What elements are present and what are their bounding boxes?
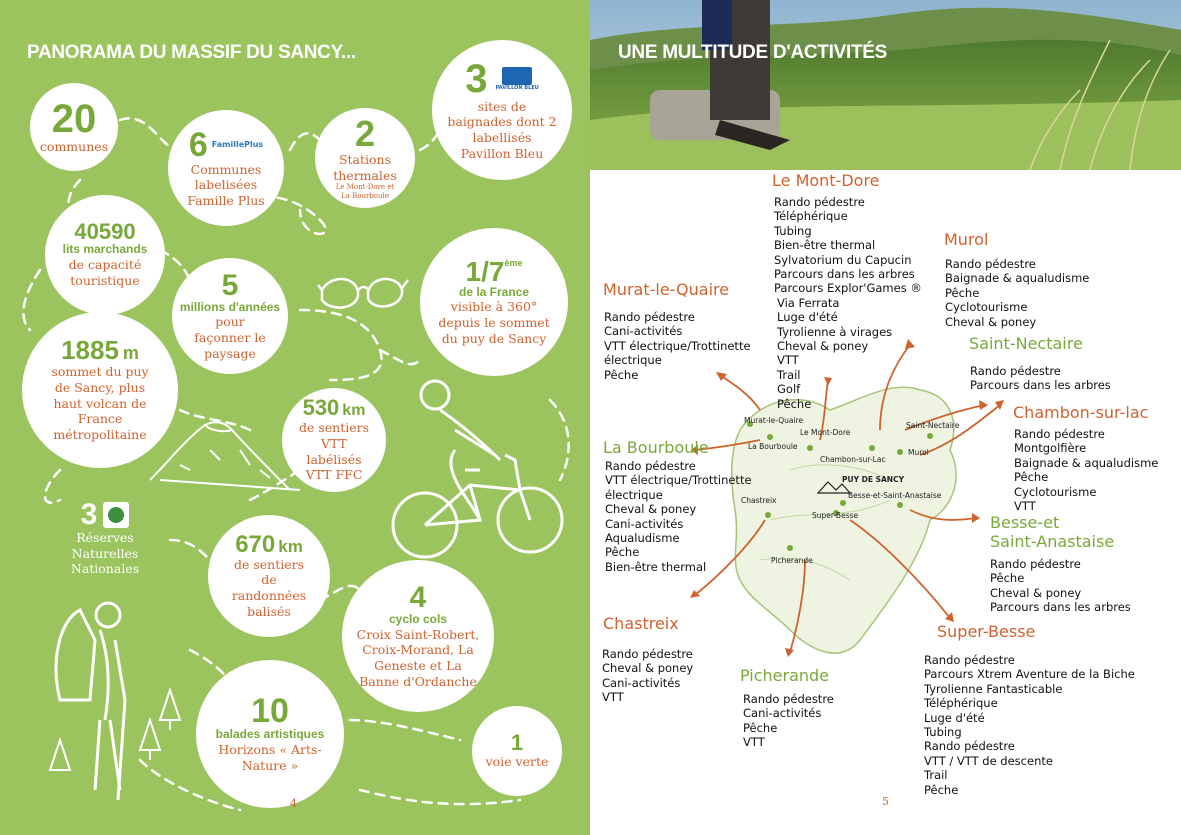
stat-text: visible à 360° depuis le sommet du puy de Sancy (438, 299, 550, 346)
activity-item: Cheval & poney (990, 585, 1082, 600)
stat-superscript: ème (504, 257, 523, 268)
town-chastreix: Chastreix (603, 614, 679, 633)
activity-item: Cyclotourisme (1014, 484, 1097, 499)
activity-item: Pêche (604, 367, 639, 382)
map-label-mont-dore: Le Mont-Dore (800, 428, 851, 437)
activity-item: Rando pédestre (743, 692, 834, 706)
activity-item: Cyclotourisme (945, 300, 1028, 315)
map-label-bourboule: La Bourboule (748, 442, 798, 451)
activity-item: VTT (743, 735, 765, 750)
stat-value: 4 (409, 580, 427, 614)
right-page (590, 0, 1181, 835)
town-besse-saint-anastaise (990, 513, 1114, 551)
stat-text: sites de baignades dont 2 labellisés Pavillon Bleu (447, 98, 557, 161)
activity-item: Téléphérique (924, 696, 998, 711)
activity-item: Sylvatorium du Capucin (774, 252, 912, 267)
town-name-line2: Saint-Anastaise (990, 532, 1115, 551)
stat-millions-annees (172, 258, 288, 374)
stat-value: 530 (302, 395, 340, 421)
town-super-besse: Super-Besse (937, 622, 1036, 641)
town-la-bourboule: La Bourboule (603, 438, 709, 457)
map-label-picherande: Picherande (771, 556, 813, 565)
activity-item: VTT / VTT de descente (924, 753, 1053, 768)
stat-famille-plus (168, 110, 284, 226)
activity-item: Tubing (774, 223, 812, 238)
pavillon-bleu-flag-icon (502, 67, 532, 85)
activities-murat-le-quaire (604, 310, 751, 382)
town-murat-le-quaire: Murat-le-Quaire (603, 280, 730, 299)
activity-item: Pêche (1014, 470, 1049, 485)
stat-baignades (432, 40, 572, 180)
activity-item: Trail (777, 367, 801, 382)
activity-item: VTT (602, 690, 624, 705)
stat-text: communes (39, 139, 109, 155)
stat-france (420, 228, 568, 376)
activities-picherande (743, 692, 834, 750)
activity-item: Parcours dans les arbres (970, 378, 1111, 393)
town-chambon-sur-lac: Chambon-sur-lac (1013, 403, 1149, 422)
activity-item: Bien-être thermal (605, 559, 707, 574)
activity-item: Rando pédestre (970, 364, 1061, 378)
stat-sentiers-randonnees (208, 515, 330, 637)
town-name-line1: Besse-et (990, 513, 1060, 532)
stat-stations-thermales (315, 108, 415, 208)
famille-plus-logo: FamillePlus (211, 139, 264, 149)
activity-item: électrique (605, 487, 663, 502)
activity-item: Cheval & poney (605, 502, 697, 517)
stat-value: 670 (235, 530, 276, 558)
stat-text: Stations thermales (333, 151, 397, 183)
activity-item: Rando pédestre (990, 557, 1081, 571)
activity-item: Pêche (924, 782, 959, 797)
stat-voie-verte (472, 706, 562, 796)
stat-balades-artistiques (196, 660, 344, 808)
stat-text: de capacité touristique (68, 257, 142, 288)
map-label-saint-nectaire: Saint-Nectaire (906, 421, 960, 430)
stat-value: 1885 (61, 335, 119, 366)
stat-value: 1 (510, 730, 524, 756)
activity-item: Rando pédestre (604, 310, 695, 324)
activities-saint-nectaire (970, 364, 1111, 393)
activity-item: Baignade & aqualudisme (945, 271, 1090, 286)
stat-unit: m (122, 343, 139, 364)
activity-item: VTT électrique/Trottinette (604, 338, 751, 353)
stat-value: 40590 (74, 219, 136, 245)
activity-item: Cheval & poney (777, 339, 869, 354)
stat-lits-marchands (45, 195, 165, 315)
activity-item: Cani-activités (743, 706, 822, 721)
activity-item: Pêche (945, 285, 980, 300)
activity-item: Rando pédestre (924, 653, 1015, 667)
activity-item: Cheval & poney (602, 661, 694, 676)
town-picherande: Picherande (740, 666, 830, 685)
page-number: 4 (290, 797, 297, 810)
stat-value: 5 (221, 268, 239, 302)
stat-value: 3 (465, 56, 488, 101)
activities-la-bourboule (605, 459, 752, 574)
activity-item: Rando pédestre (774, 195, 865, 209)
map-label-puy-de-sancy: PUY DE SANCY (842, 475, 905, 484)
map-label-murol: Murol (908, 448, 929, 457)
left-page-title: PANORAMA DU MASSIF DU SANCY... (27, 42, 356, 63)
activities-chastreix (602, 647, 693, 705)
stat-value: 20 (51, 97, 97, 142)
activities-besse-saint-anastaise (990, 557, 1131, 615)
activity-item: Bien-être thermal (774, 238, 876, 253)
stat-value: 3 (80, 498, 98, 531)
activity-item: Pêche (743, 720, 778, 735)
stat-reserves (60, 500, 150, 577)
activity-item: Rando pédestre (945, 257, 1036, 271)
town-murol: Murol (944, 230, 989, 249)
stat-label: balades artistiques (215, 727, 325, 742)
activity-item: Cheval & poney (945, 314, 1037, 329)
activity-item: Pêche (777, 396, 812, 411)
activity-item: Téléphérique (774, 209, 848, 224)
map-label-super-besse: Super-Besse (812, 511, 859, 520)
stat-unit: km (278, 536, 303, 556)
stat-label: de la France (458, 284, 530, 299)
stat-value: 6 (188, 125, 208, 164)
activity-item: Parcours dans les arbres (990, 600, 1131, 615)
activity-item: Luge d'été (777, 310, 838, 325)
activity-item: Tubing (924, 725, 962, 740)
stat-text: sommet du puy de Sancy, plus haut volcan de France métropolitaine (51, 364, 149, 442)
stat-small-text: Le Mont-Dore et La Bourboule (335, 183, 395, 200)
activity-item: Parcours Explor'Games ® (774, 281, 922, 296)
map-label-chastreix: Chastreix (741, 496, 777, 505)
town-le-mont-dore: Le Mont-Dore (772, 171, 880, 190)
activity-item: Rando pédestre (1014, 427, 1105, 441)
stat-cyclo-cols (342, 560, 494, 712)
activities-murol (945, 257, 1089, 329)
activity-item: VTT (1014, 499, 1036, 514)
stat-text: Communes labelisées Famille Plus (187, 161, 265, 208)
activity-item: Rando pédestre (605, 459, 696, 473)
stat-text: Croix Saint-Robert, Croix-Morand, La Geneste et La Banne d'Ordanche (356, 626, 480, 689)
activity-item: Rando pédestre (924, 739, 1015, 754)
stat-communes (30, 83, 118, 171)
activity-item: Trail (924, 768, 948, 783)
stat-value: 1/7 (465, 255, 505, 287)
left-page (0, 0, 590, 835)
page-number: 5 (882, 795, 889, 808)
activity-item: Cani-activités (604, 324, 683, 339)
activity-item: Tyrolienne Fantasticable (924, 681, 1063, 696)
stat-text: Horizons « Arts-Nature » (218, 742, 322, 773)
stat-text: voie verte (485, 754, 549, 770)
activity-item: Baignade & aqualudisme (1014, 455, 1159, 470)
activity-item: Cani-activités (602, 675, 681, 690)
stat-value: 2 (354, 112, 376, 154)
activity-item: Via Ferrata (777, 295, 840, 310)
right-page-title: UNE MULTITUDE D'ACTIVITÉS (618, 42, 887, 63)
stat-text: pour façonner le paysage (194, 314, 266, 361)
activity-item: Rando pédestre (602, 647, 693, 661)
stat-label: millions d'années (179, 299, 281, 314)
activities-chambon-sur-lac (1014, 427, 1158, 513)
stat-label: cyclo cols (388, 611, 448, 626)
activity-item: Aqualudisme (605, 531, 680, 546)
activities-le-mont-dore (774, 195, 922, 411)
stat-puy-de-sancy (22, 312, 178, 468)
stat-text: de sentiers VTT labélisés VTT FFC (298, 420, 370, 483)
map-label-chambon: Chambon-sur-Lac (820, 455, 886, 464)
stat-label: lits marchands (62, 242, 148, 257)
reserve-naturelle-logo-icon (103, 502, 129, 528)
activity-item: Luge d'été (924, 710, 985, 725)
activity-item: Golf (777, 382, 801, 397)
map-label-besse: Besse-et-Saint-Anastaise (848, 491, 942, 500)
activity-item: Tyrolienne à virages (777, 324, 893, 339)
stat-sentiers-vtt (282, 388, 386, 492)
pavillon-bleu-logo: PAVILLON BLEU (495, 84, 539, 91)
stat-text: de sentiers de randonnées balisés (231, 556, 307, 619)
stat-text: Réserves Naturelles Nationales (70, 530, 140, 577)
activity-item: Pêche (990, 571, 1025, 586)
activity-item: Montgolfière (1014, 441, 1087, 456)
activities-super-besse (924, 653, 1135, 797)
activity-item: VTT électrique/Trottinette (605, 473, 752, 488)
activity-item: Pêche (605, 545, 640, 560)
stat-value: 10 (251, 692, 289, 731)
activity-item: Parcours Xtrem Aventure de la Biche (924, 667, 1135, 682)
activity-item: Parcours dans les arbres (774, 267, 915, 282)
activity-item: Cani-activités (605, 516, 684, 531)
map-label-murat: Murat-le-Quaire (744, 416, 804, 425)
activity-item: VTT (777, 353, 799, 368)
activity-item: électrique (604, 353, 662, 368)
town-saint-nectaire: Saint-Nectaire (969, 334, 1083, 353)
stat-unit: km (342, 402, 366, 420)
